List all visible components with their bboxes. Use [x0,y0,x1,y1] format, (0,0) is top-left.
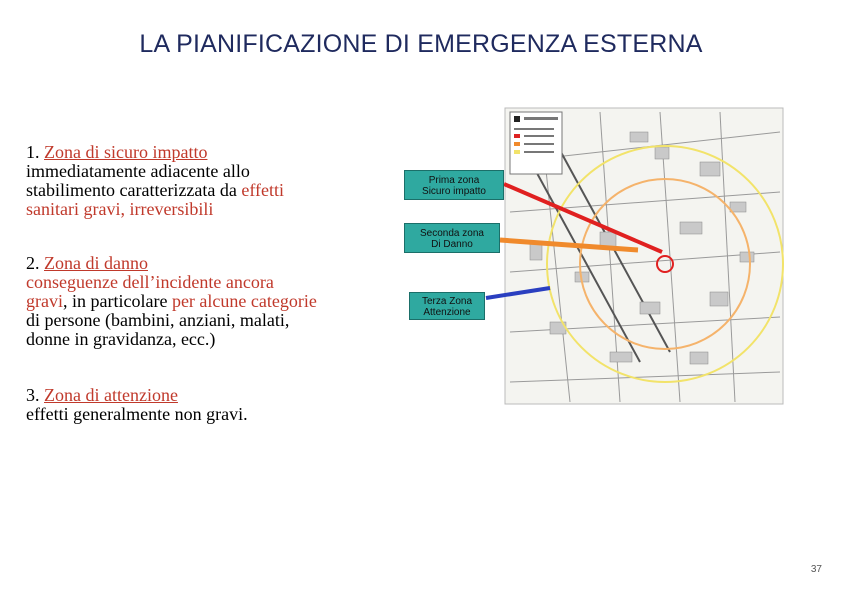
map-label-zone-2-line1: Seconda zona [420,228,484,239]
zone-3-number: 3. [26,385,40,405]
zone-2-description [26,254,317,349]
zone-1-line3-red: effetti [241,180,285,200]
zone-1-line2: immediatamente adiacente allo [26,161,250,181]
zone-2-line2: conseguenze dell’incidente ancora [26,272,274,292]
zone-2-line5: donne in gravidanza, ecc.) [26,329,216,349]
emergency-zones-map [400,102,785,407]
zone-2-line3-red: gravi [26,291,63,311]
map-label-zone-3-line2: Attenzione [423,307,471,318]
map-label-zone-2-line2: Di Danno [431,239,473,250]
zone-3-line2: effetti generalmente non gravi. [26,404,248,424]
map-label-zone-3 [409,292,485,320]
zone-1-line4: sanitari gravi, irreversibili [26,199,214,219]
zone-2-line3-red2: per alcune categorie [171,291,317,311]
zone-1-line3-plain: stabilimento caratterizzata da [26,180,242,200]
map-label-zone-2 [404,223,500,253]
zone-1-description [26,143,284,219]
map-label-zone-3-line1: Terza Zona [421,296,473,307]
zone-2-line3-plain: , in particolare [62,291,172,311]
zone-3-name: Zona di attenzione [44,385,178,405]
zone-1-number: 1. [26,142,40,162]
zone-2-name: Zona di danno [44,253,148,273]
zone-2-line4: di persone (bambini, anziani, malati, [26,310,290,330]
zone-3-description [26,386,248,424]
zone-1-name: Zona di sicuro impatto [44,142,208,162]
map-label-zone-1 [404,170,504,200]
map-label-zone-1-line1: Prima zona [428,175,480,186]
page-number: 37 [810,564,822,575]
map-label-zone-1-line2: Sicuro impatto [422,186,486,197]
zone-2-number: 2. [26,253,40,273]
page-title: LA PIANIFICAZIONE DI EMERGENZA ESTERNA [139,30,703,58]
